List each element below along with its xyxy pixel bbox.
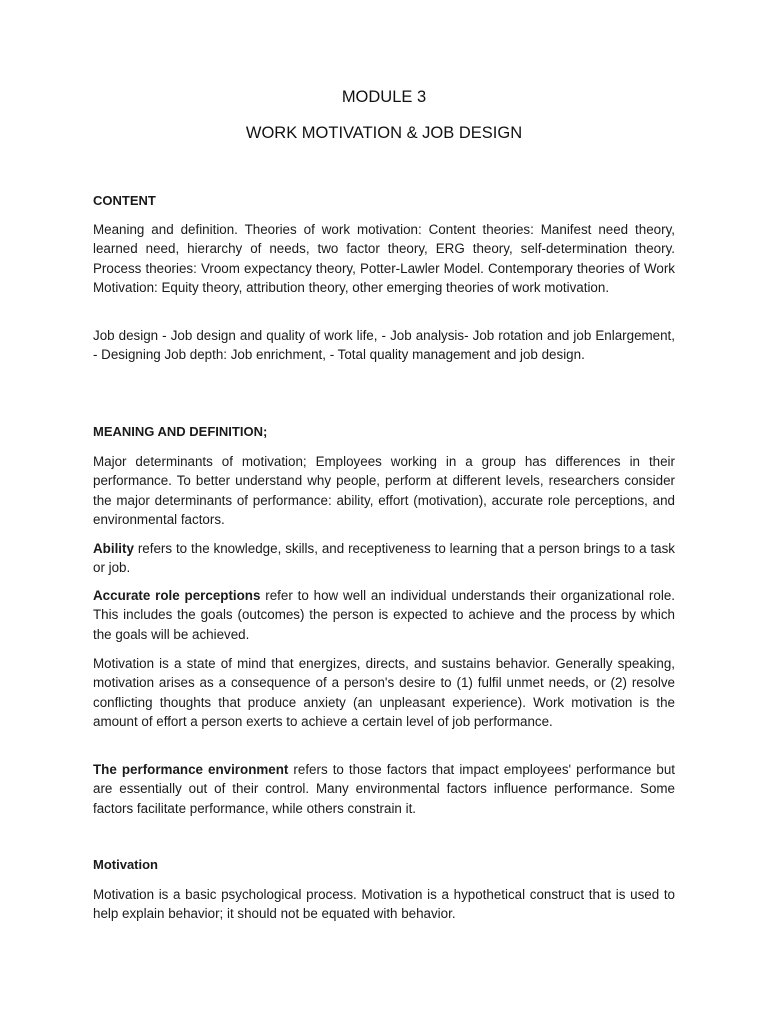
performance-environment-text: refers to those factors that impact employees' performance but are essentially out of their control. Many environmental factors influence performance. Some factors facilitate performance, while others constrain it. (93, 762, 675, 816)
performance-environment-term: The performance environment (93, 762, 289, 777)
motivation-heading: Motivation (93, 857, 158, 872)
ability-block (93, 539, 675, 578)
performance-environment-block (93, 760, 675, 818)
ability-text: refers to the knowledge, skills, and receptiveness to learning that a person brings to a task or job. (93, 541, 675, 576)
meaning-heading: MEANING AND DEFINITION; (93, 424, 268, 439)
motivation-paragraph: Motivation is a basic psychological process. Motivation is a hypothetical construct that is used to help explain behavior; it should not be equated with behavior. (93, 887, 675, 922)
role-perceptions-term: Accurate role perceptions (93, 588, 261, 603)
content-heading: CONTENT (93, 193, 156, 208)
role-perceptions-paragraph (93, 586, 675, 644)
content-section (93, 193, 675, 208)
performance-environment-paragraph (93, 760, 675, 818)
ability-paragraph (93, 539, 675, 578)
role-perceptions-block (93, 586, 675, 644)
main-title: WORK MOTIVATION & JOB DESIGN (245, 124, 523, 142)
content-paragraph: Job design - Job design and quality of work life, - Job analysis- Job rotation and job Enlargement, - Designing Job depth: Job enrichment, - Total quality management and job design. (93, 328, 675, 363)
meaning-intro-block (93, 452, 675, 530)
motivation-state-paragraph: Motivation is a state of mind that energizes, directs, and sustains behavior. Generally speaking, motivation arises as a consequence of a person's desire to (1) fulfil unmet needs, or (2) resolve conflicting thoughts that produce anxiety (an unpleasant experience). Work motivation is the amount of effort a person exerts to achieve a certain level of job performance. (93, 656, 675, 730)
meaning-intro-paragraph: Major determinants of motivation; Employees working in a group has differences in their performance. To better understand why people, perform at different levels, researchers consider the major determinants of performance: ability, effort (motivation), accurate role perceptions, and environmental factors. (93, 454, 675, 528)
motivation-state-block (93, 654, 675, 732)
ability-term: Ability (93, 541, 134, 556)
content-paragraph: Meaning and definition. Theories of work motivation: Content theories: Manifest need theory, learned need, hierarchy of needs, two factor theory, ERG theory, self-determination theory. Process theories: Vroom expectancy theory, Potter-Lawler Model. Contemporary theories of Work Motivation: Equity theory, attribution theory, other emerging theories of work motivation. (93, 222, 675, 296)
role-perceptions-text: refer to how well an individual understands their organizational role. This includes the goals (outcomes) the person is expected to achieve and the process by which the goals will be achieved. (93, 588, 675, 642)
meaning-section (93, 424, 675, 439)
motivation-section (93, 857, 675, 872)
module-title: MODULE 3 (341, 88, 427, 106)
content-paragraph-1-block (93, 220, 675, 298)
content-paragraph-2-block (93, 326, 675, 365)
motivation-paragraph-block (93, 885, 675, 924)
